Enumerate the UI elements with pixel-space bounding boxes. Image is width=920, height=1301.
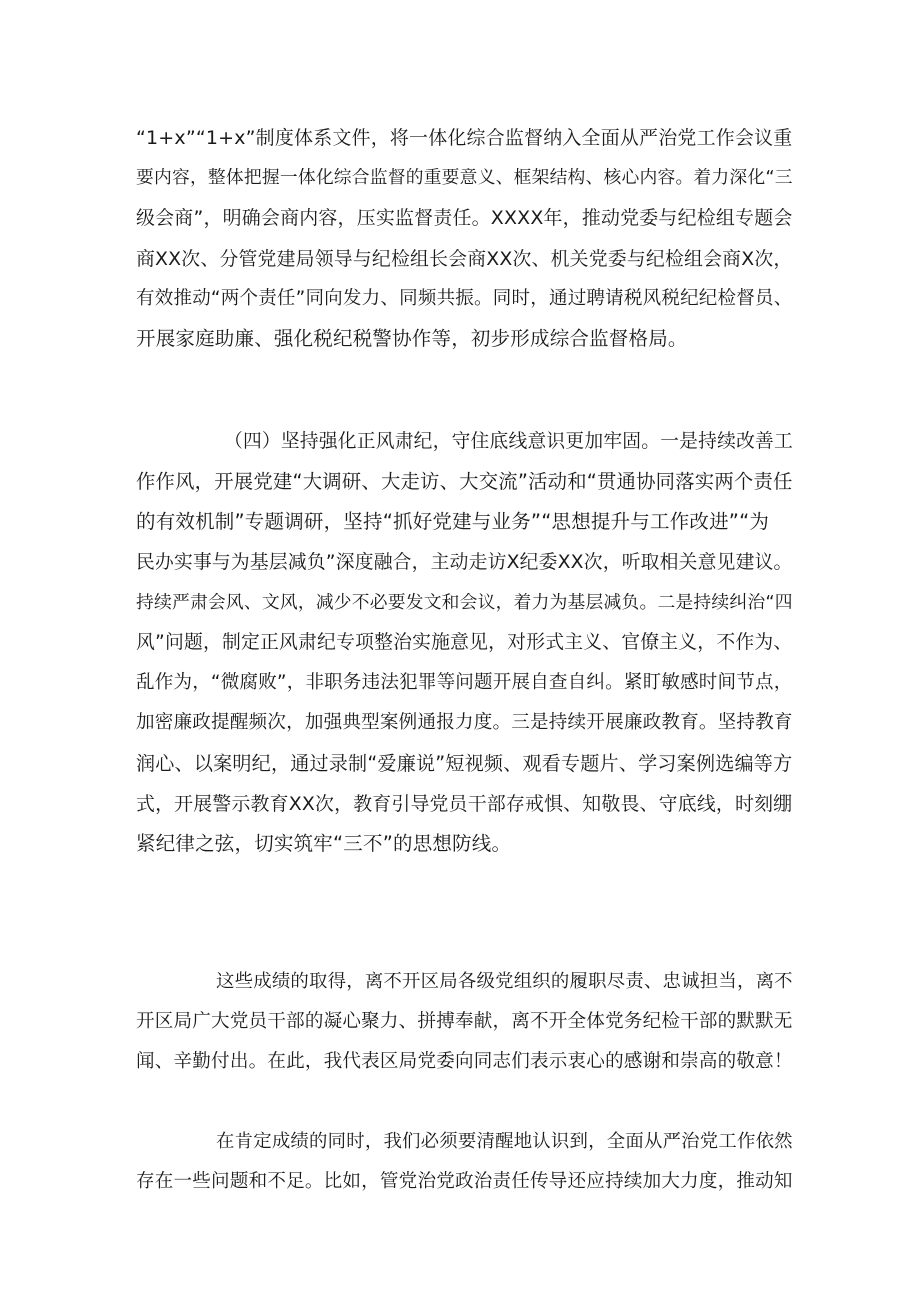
text-line: 乱作为，“微腐败”，非职务违法犯罪等问题开展自查自纠。紧盯敏感时间节点， [136,672,793,694]
text-line: 级会商”，明确会商内容，压实监督责任。XXXX年，推动党委与纪检组专题会 [136,207,793,230]
text-line: 加密廉政提醒频次，加强典型案例通报力度。三是持续开展廉政教育。坚持教育 [136,712,793,734]
text-line: 闻、辛勤付出。在此，我代表区局党委向同志们表示衷心的感谢和崇高的敬意！ [136,1051,793,1073]
text-line: 商XX次、分管党建局领导与纪检组长会商XX次、机关党委与纪检组会商X次， [136,247,793,270]
text-line: 有效推动“两个责任”同向发力、同频共振。同时，通过聘请税风税纪纪检督员、 [136,287,793,309]
text-line: 风”问题，制定正风肃纪专项整治实施意见，对形式主义、官僚主义，不作为、 [136,631,793,653]
text-line: 民办实事与为基层减负”深度融合，主动走访X纪委XX次，听取相关意见建议。 [136,551,793,573]
text-line: （四）坚持强化正风肃纪，守住底线意识更加牢固。一是持续改善工 [224,431,793,452]
text-line: 持续严肃会风、文风，减少不必要发文和会议，着力为基层减负。二是持续纠治“四 [136,591,793,613]
paragraph-achievements [136,962,796,1083]
text-line: 开展家庭助廉、强化税纪税警协作等，初步形成综合监督格局。 [136,326,688,350]
paragraph-supervision [136,118,796,359]
text-line: 紧纪律之弦，切实筑牢“三不”的思想防线。 [136,831,512,855]
text-line: “1+x”“1+x”制度体系文件，将一体化综合监督纳入全面从严治党工作会议重 [136,127,793,149]
text-line: 在肯定成绩的同时，我们必须要清醒地认识到，全面从严治党工作依然 [216,1131,793,1152]
text-line: 润心、以案明纪，通过录制“爱廉说”短视频、观看专题片、学习案例选编等方 [136,751,793,775]
text-line: 这些成绩的取得，离不开区局各级党组织的履职尽责、忠诚担当，离不 [216,971,793,992]
text-line: 存在一些问题和不足。比如，管党治党政治责任传导还应持续加大力度，推动知 [136,1171,793,1193]
text-line: 要内容，整体把握一体化综合监督的重要意义、框架结构、核心内容。着力深化“三 [136,167,793,189]
text-line: 作作风，开展党建“大调研、大走访、大交流”活动和“贯通协同落实两个责任 [136,470,793,494]
text-line: 开区局广大党员干部的凝心聚力、拼搏奉献，离不开全体党务纪检干部的默默无 [136,1011,793,1033]
text-line: 式，开展警示教育XX次，教育引导党员干部存戒惧、知敬畏、守底线，时刻绷 [136,792,793,815]
paragraph-problems [136,1122,796,1202]
paragraph-section-four [136,422,796,864]
text-line: 的有效机制”专题调研，坚持“抓好党建与业务”“思想提升与工作改进”“为 [136,510,770,534]
